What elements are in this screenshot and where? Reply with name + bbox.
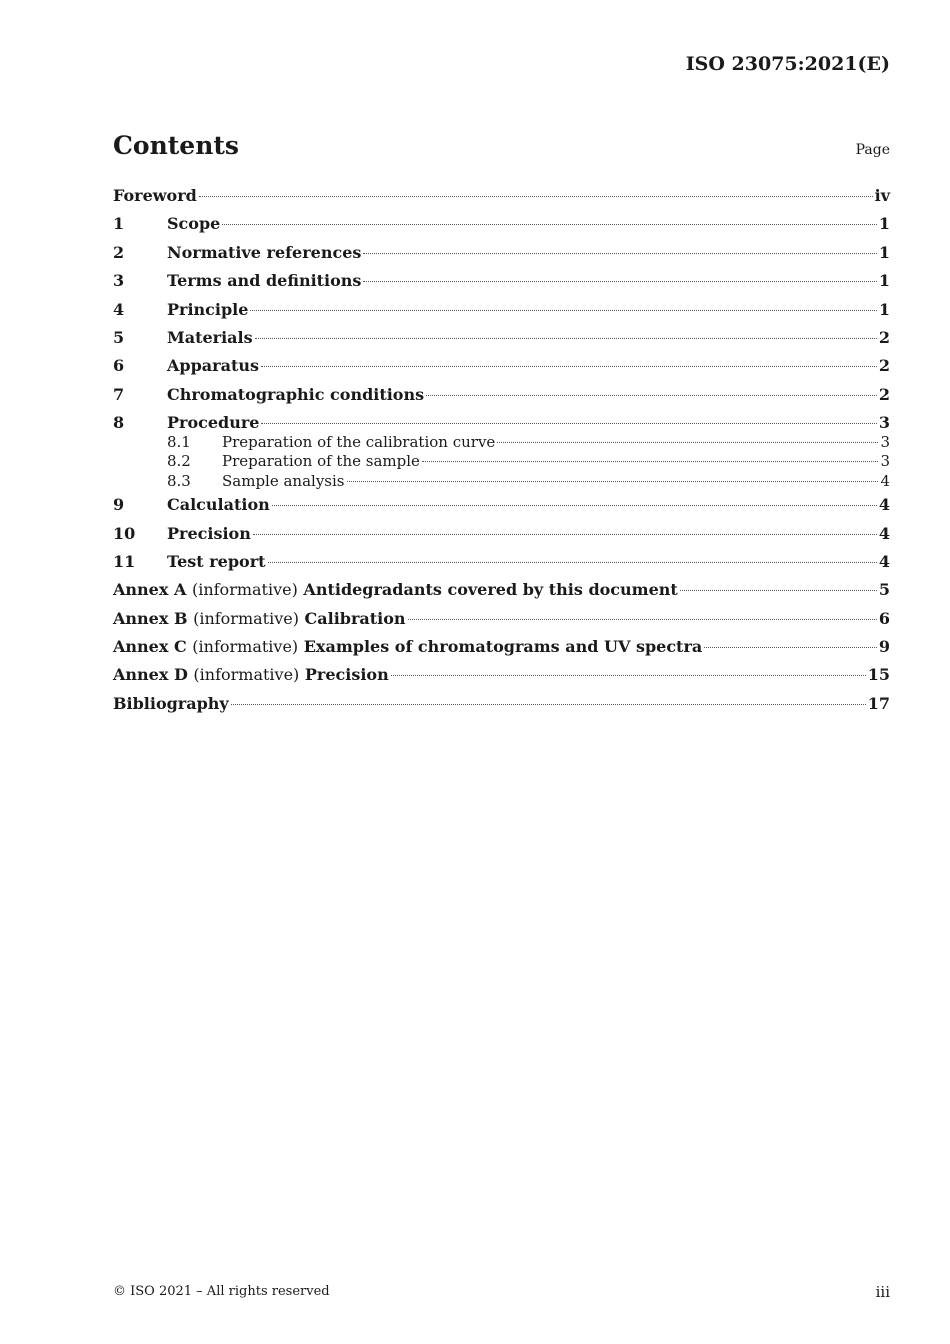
toc-entry-page: 2 (878, 384, 890, 404)
toc-entry-page: 1 (878, 271, 890, 291)
toc-entry-apparatus[interactable] (113, 352, 890, 380)
dot-leader (268, 561, 877, 563)
dot-leader (253, 533, 877, 535)
toc-entry-calculation[interactable] (113, 491, 890, 519)
toc-entry-page: 9 (878, 637, 890, 657)
annex-label: Annex D (113, 665, 188, 685)
dot-leader (408, 618, 877, 620)
annex-title: Precision (304, 665, 389, 685)
annex-title: Antidegradants covered by this document (303, 580, 678, 600)
dot-leader (255, 337, 877, 339)
toc-entry-page: 4 (878, 551, 890, 571)
toc-entry-number: 6 (113, 356, 125, 376)
annex-label: Annex C (113, 637, 187, 657)
toc-entry-title: Test report (167, 551, 266, 571)
toc-entry-number: 7 (113, 384, 125, 404)
toc-subentry-page: 4 (880, 471, 890, 490)
toc-entry-number: 9 (113, 495, 125, 515)
annex-label: Annex B (113, 608, 188, 628)
annex-type: (informative) (191, 580, 298, 600)
toc-entry-page: 1 (878, 299, 890, 319)
toc-subentry-calibration-curve[interactable] (113, 433, 890, 453)
toc-subentry-page: 3 (880, 432, 890, 451)
dot-leader (704, 646, 877, 648)
toc-entry-title: Chromatographic conditions (167, 384, 425, 404)
dot-leader (272, 504, 877, 506)
toc-entry-title: Apparatus (167, 356, 259, 376)
toc-entry-annex-c[interactable] (113, 633, 890, 661)
toc-entry-page: 17 (867, 693, 890, 713)
toc-entry-test-report[interactable] (113, 548, 890, 576)
dot-leader (347, 480, 879, 482)
document-id: ISO 23075:2021(E) (685, 53, 890, 75)
toc-entry-title: Principle (167, 299, 249, 319)
toc-subentry-title: Preparation of the calibration curve (222, 432, 496, 451)
toc-entry-terms-and-definitions[interactable] (113, 267, 890, 295)
toc-entry-page: 2 (878, 356, 890, 376)
toc-entry-number: 4 (113, 299, 125, 319)
toc-subentry-title: Sample analysis (222, 471, 345, 490)
toc-entry-scope[interactable] (113, 210, 890, 238)
toc-entry-title: Terms and definitions (167, 271, 362, 291)
toc-entry-title: Procedure (167, 413, 260, 433)
toc-entry-page: 1 (878, 214, 890, 234)
toc-entry-page: 3 (878, 413, 890, 433)
page-column-label: Page (855, 142, 890, 158)
footer-page-number: iii (875, 1283, 890, 1301)
toc-entry-number: 2 (113, 242, 125, 262)
dot-leader (231, 703, 866, 705)
dot-leader (680, 589, 877, 591)
toc-entry-page: iv (874, 186, 890, 205)
dot-leader (199, 195, 873, 197)
toc-subentry-number: 8.1 (167, 432, 191, 451)
toc-entry-bibliography[interactable] (113, 690, 890, 718)
annex-title: Examples of chromatograms and UV spectra (303, 637, 703, 657)
toc-subentry-sample-preparation[interactable] (113, 452, 890, 472)
toc-entry-precision[interactable] (113, 520, 890, 548)
toc-entry-annex-a[interactable] (113, 576, 890, 604)
footer-copyright: © ISO 2021 – All rights reserved (113, 1284, 330, 1299)
annex-type: (informative) (193, 665, 300, 685)
toc-subentry-sample-analysis[interactable] (113, 472, 890, 492)
annex-title: Calibration (304, 608, 406, 628)
toc-entry-annex-d[interactable] (113, 661, 890, 689)
toc-entry-procedure[interactable] (113, 413, 890, 433)
toc-entry-page: 2 (878, 327, 890, 347)
dot-leader (250, 309, 876, 311)
toc-annex-title (113, 661, 389, 689)
toc-annex-title (113, 576, 678, 604)
toc-entry-title: Normative references (167, 242, 362, 262)
toc-entry-title: Bibliography (113, 693, 229, 713)
toc-entry-title: Materials (167, 327, 253, 347)
toc-entry-page: 5 (878, 580, 890, 600)
toc-entry-principle[interactable] (113, 296, 890, 324)
dot-leader (363, 280, 876, 282)
toc-entry-number: 3 (113, 271, 125, 291)
dot-leader (391, 674, 866, 676)
toc-entry-foreword[interactable] (113, 182, 890, 210)
toc-entry-number: 1 (113, 214, 125, 234)
toc-entry-title: Scope (167, 214, 221, 234)
toc-entry-title: Precision (167, 523, 251, 543)
toc-annex-title (113, 633, 702, 661)
toc-entry-materials[interactable] (113, 324, 890, 352)
toc-entry-number: 5 (113, 327, 125, 347)
toc-entry-title: Calculation (167, 495, 270, 515)
toc-entry-normative-references[interactable] (113, 239, 890, 267)
toc-subentry-title: Preparation of the sample (222, 452, 420, 471)
dot-leader (422, 460, 879, 462)
toc-entry-page: 4 (878, 523, 890, 543)
table-of-contents (113, 182, 890, 718)
toc-entry-number: 10 (113, 523, 136, 543)
dot-leader (426, 394, 877, 396)
toc-subentry-number: 8.3 (167, 471, 191, 490)
toc-entry-number: 8 (113, 413, 125, 433)
toc-subentry-number: 8.2 (167, 452, 191, 471)
toc-entry-page: 6 (878, 608, 890, 628)
toc-entry-page: 1 (878, 242, 890, 262)
toc-entry-annex-b[interactable] (113, 605, 890, 633)
toc-entry-title: Foreword (113, 186, 197, 205)
dot-leader (222, 223, 877, 225)
dot-leader (261, 422, 876, 424)
annex-type: (informative) (193, 608, 299, 628)
dot-leader (497, 441, 878, 443)
annex-type: (informative) (192, 637, 299, 657)
dot-leader (363, 252, 876, 254)
contents-title: Contents (113, 131, 240, 160)
toc-entry-number: 11 (113, 551, 136, 571)
toc-entry-chromatographic-conditions[interactable] (113, 381, 890, 409)
annex-label: Annex A (113, 580, 187, 600)
toc-subentry-page: 3 (880, 452, 890, 471)
toc-entry-page: 4 (878, 495, 890, 515)
dot-leader (261, 365, 877, 367)
toc-entry-page: 15 (867, 665, 890, 685)
toc-annex-title (113, 605, 406, 633)
